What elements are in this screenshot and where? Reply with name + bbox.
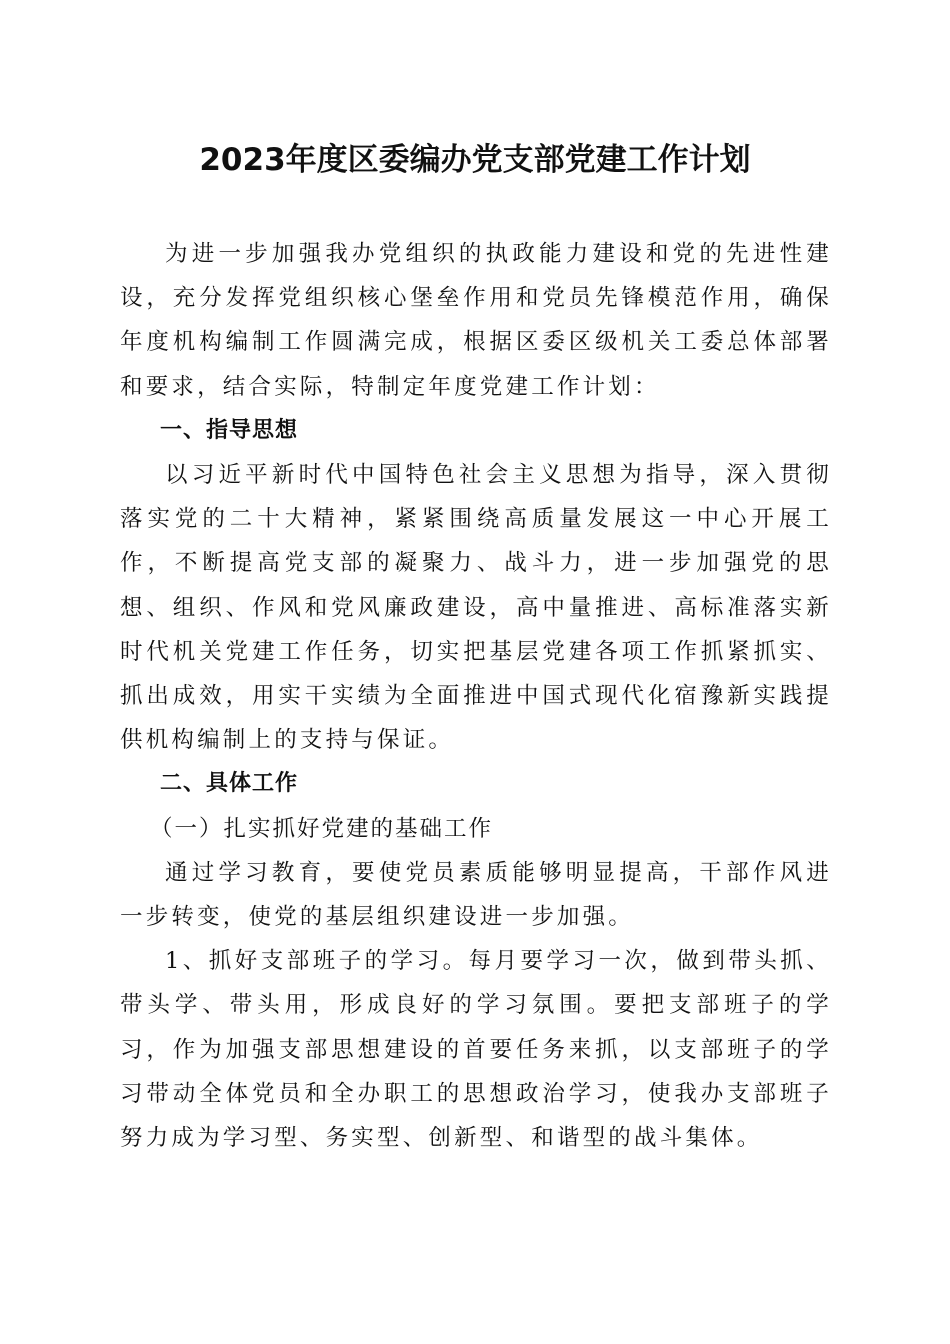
basic-work-paragraph: 通过学习教育，要使党员素质能够明显提高，干部作风进一步转变，使党的基层组织建设进一步加强。 xyxy=(120,859,832,931)
section-heading-guiding-thought: 一、指导思想 xyxy=(160,417,299,443)
item-1-paragraph: 1、抓好支部班子的学习。每月要学习一次，做到带头抓、带头学、带头用，形成良好的学习氛围。要把支部班子的学习，作为加强支部思想建设的首要任务来抓，以支部班子的学习带动全体党员和全办职工的思想政治学习，使我办支部班子努力成为学习型、务实型、创新型、和谐型的战斗集体。 xyxy=(120,948,832,1152)
document-title: 2023年度区委编办党支部党建工作计划 xyxy=(199,142,751,178)
section-heading-specific-work: 二、具体工作 xyxy=(160,771,299,797)
document-body xyxy=(120,232,832,1160)
guiding-thought-paragraph: 以习近平新时代中国特色社会主义思想为指导，深入贯彻落实党的二十大精神，紧紧围绕高质量发展这一中心开展工作，不断提高党支部的凝聚力、战斗力，进一步加强党的思想、组织、作风和党风廉政建设，高中量推进、高标准落实新时代机关党建工作任务，切实把基层党建各项工作抓紧抓实、抓出成效，用实干实绩为全面推进中国式现代化宿豫新实践提供机构编制上的支持与保证。 xyxy=(120,462,832,754)
subsection-heading-basic-work: （一）扎实抓好党建的基础工作 xyxy=(150,815,494,842)
intro-paragraph: 为进一步加强我办党组织的执政能力建设和党的先进性建设，充分发挥党组织核心堡垒作用和党员先锋模范作用，确保年度机构编制工作圆满完成，根据区委区级机关工委总体部署和要求，结合实际，特制定年度党建工作计划： xyxy=(120,241,832,400)
